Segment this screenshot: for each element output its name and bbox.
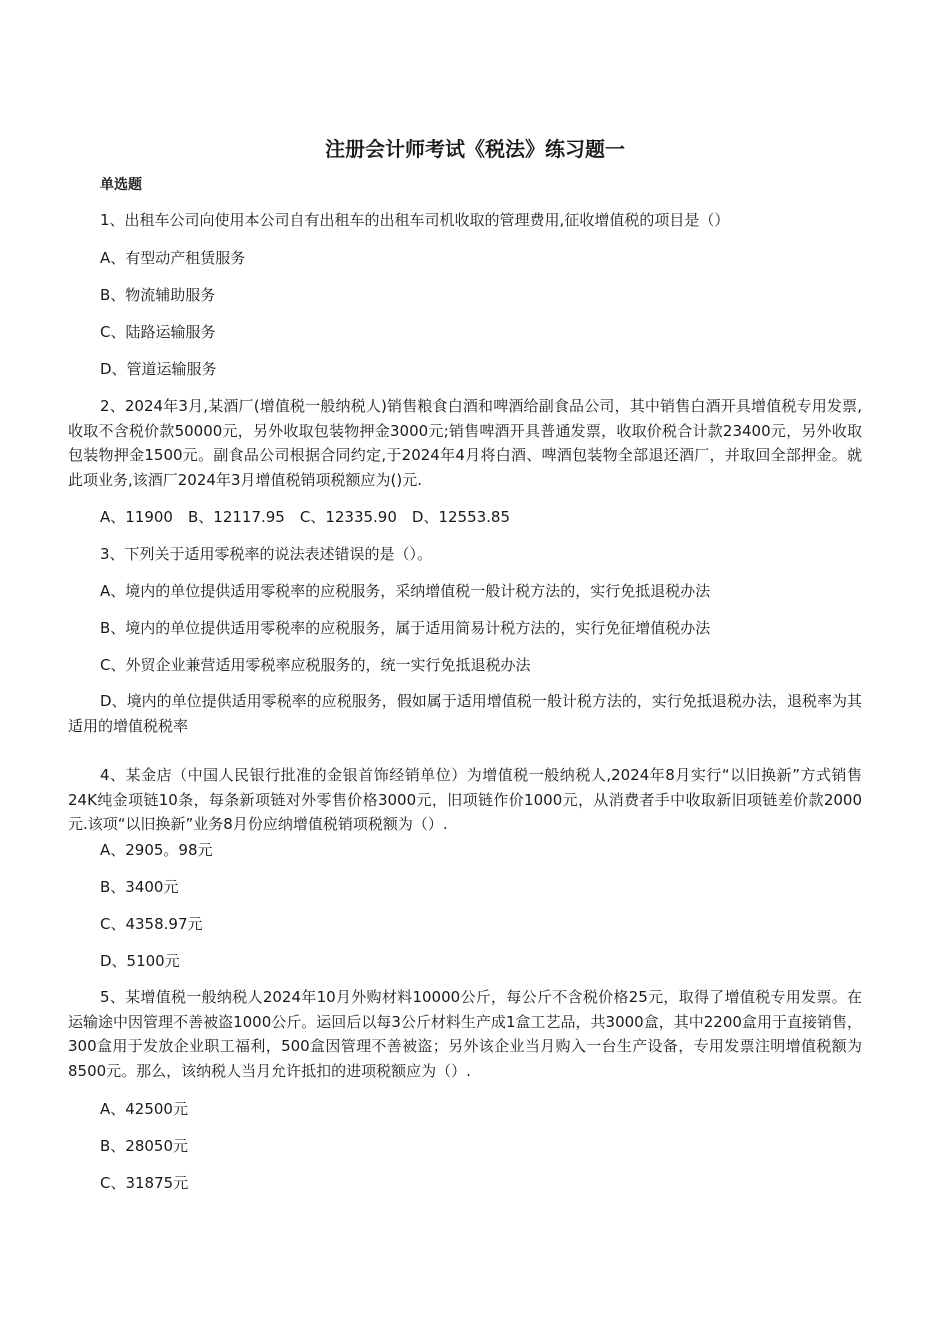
question-1-option-b: B、物流辅助服务 <box>100 286 216 304</box>
question-5-option-b: B、28050元 <box>100 1137 189 1155</box>
question-1-stem: 1、出租车公司向使用本公司自有出租车的出租车司机收取的管理费用,征收增值税的项目是（） <box>100 211 730 229</box>
question-1-option-c: C、陆路运输服务 <box>100 323 216 341</box>
question-3-option-b: B、境内的单位提供适用零税率的应税服务，属于适用简易计税方法的，实行免征增值税办法 <box>100 619 711 637</box>
question-5-option-a: A、42500元 <box>100 1100 188 1118</box>
question-4-option-d: D、5100元 <box>100 952 180 970</box>
question-1-option-d: D、管道运输服务 <box>100 360 217 378</box>
question-4-option-a: A、2905。98元 <box>100 841 213 859</box>
question-3-option-d: D、境内的单位提供适用零税率的应税服务，假如属于适用增值税一般计税方法的，实行免抵退税办法，退税率为其适用的增值税税率 <box>68 692 862 735</box>
question-4-option-b: B、3400元 <box>100 878 179 896</box>
question-4-option-c: C、4358.97元 <box>100 915 203 933</box>
question-4-stem: 4、某金店（中国人民银行批准的金银首饰经销单位）为增值税一般纳税人,2024年8月实行“以旧换新”方式销售24K纯金项链10条，每条新项链对外零售价格3000元，旧项链作价1000元，从消费者手中收取新旧项链差价款2000元.该项“以旧换新”业务8月份应纳增值税销项税额为（）. <box>68 766 862 833</box>
question-5-option-c: C、31875元 <box>100 1174 189 1192</box>
question-3-stem: 3、下列关于适用零税率的说法表述错误的是（）。 <box>100 545 433 563</box>
question-2-options: A、11900 B、12117.95 C、12335.90 D、12553.85 <box>100 508 511 526</box>
question-1-option-a: A、有型动产租赁服务 <box>100 249 246 267</box>
question-2-stem: 2、2024年3月,某酒厂(增值税一般纳税人)销售粮食白酒和啤酒给副食品公司，其中销售白酒开具增值税专用发票,收取不含税价款50000元，另外收取包装物押金3000元;销售啤酒开具普通发票，收取价税合计款23400元，另外收取包装物押金1500元。副食品公司根据合同约定,于2024年4月将白酒、啤酒包装物全部退还酒厂，并取回全部押金。就此项业务,该酒厂2024年3月增值税销项税额应为()元. <box>68 397 862 489</box>
page-title: 注册会计师考试《税法》练习题一 <box>325 137 625 161</box>
question-5-stem: 5、某增值税一般纳税人2024年10月外购材料10000公斤，每公斤不含税价格25元，取得了增值税专用发票。在运输途中因管理不善被盗1000公斤。运回后以每3公斤材料生产成1盒工艺品，共3000盒，其中2200盒用于直接销售，300盒用于发放企业职工福利，500盒因管理不善被盗；另外该企业当月购入一台生产设备，专用发票注明增值税额为8500元。那么，该纳税人当月允许抵扣的进项税额应为（）. <box>68 988 862 1080</box>
question-3-option-c: C、外贸企业兼营适用零税率应税服务的，统一实行免抵退税办法 <box>100 656 531 674</box>
question-3-option-a: A、境内的单位提供适用零税率的应税服务，采纳增值税一般计税方法的，实行免抵退税办法 <box>100 582 711 600</box>
section-heading: 单选题 <box>100 177 142 193</box>
